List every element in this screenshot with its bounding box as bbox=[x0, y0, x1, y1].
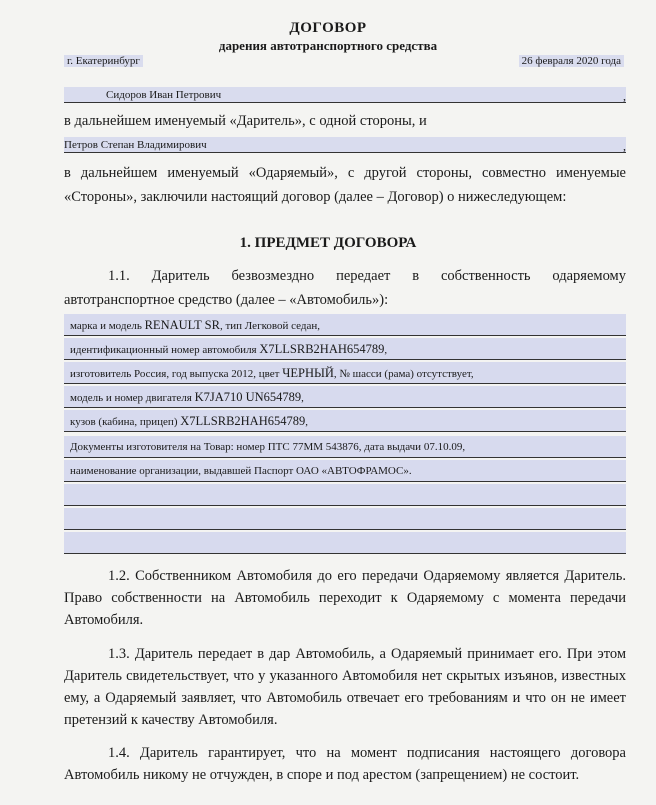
donee-name-field[interactable]: Петров Степан Владимирович bbox=[64, 137, 626, 153]
field-value: ЧЕРНЫЙ bbox=[282, 366, 334, 380]
field-value: X7LLSRB2HAH654789 bbox=[180, 414, 306, 428]
field-label: модель и номер двигателя bbox=[70, 392, 192, 404]
issuer-field[interactable] bbox=[64, 460, 626, 482]
document-title: ДОГОВОР bbox=[289, 20, 367, 36]
blank-field-3[interactable] bbox=[64, 532, 626, 554]
field-rest: , bbox=[384, 344, 388, 356]
field-label: марка и модель bbox=[70, 320, 142, 332]
section-1-heading: 1. ПРЕДМЕТ ДОГОВОРА bbox=[239, 235, 417, 251]
p11-line1: 1.1. Даритель безвозмездно передает в собственность одаряемому bbox=[108, 268, 626, 284]
p11-line2: автотранспортное средство (далее – «Автомобиль»): bbox=[64, 292, 389, 308]
donor-text: в дальнейшем именуемый «Даритель», с одной стороны, и bbox=[64, 113, 427, 129]
paragraph-1-2: 1.2. Собственником Автомобиля до его передачи Одаряемому является Даритель. Право собственности на Автомобиль переходит к Одаряемому с момента передачи Автомобиля. bbox=[64, 568, 626, 628]
field-rest: , тип Легковой седан, bbox=[219, 320, 320, 332]
field-label: наименование организации, выдавшей Паспорт ОАО «АВТОФРАМОС». bbox=[70, 465, 412, 477]
blank-field-1[interactable] bbox=[64, 484, 626, 506]
contract-date bbox=[519, 55, 624, 67]
donee-text-1: в дальнейшем именуемый «Одаряемый», с другой стороны, совместно именуемые bbox=[64, 165, 626, 181]
city-value[interactable]: г. Екатеринбург bbox=[64, 55, 143, 67]
field-value: K7JA710 UN654789 bbox=[194, 390, 302, 404]
engine-field[interactable] bbox=[64, 386, 626, 408]
document-subtitle: дарения автотранспортного средства bbox=[218, 38, 438, 53]
field-rest: , № шасси (рама) отсутствует, bbox=[333, 368, 474, 380]
comma: , bbox=[623, 89, 626, 103]
field-value: X7LLSRB2HAH654789 bbox=[259, 342, 385, 356]
city bbox=[64, 55, 143, 67]
manufacturer-field[interactable] bbox=[64, 362, 626, 384]
paragraph-1-3: 1.3. Даритель передает в дар Автомобиль, а Одаряемый принимает его. При этом Даритель свидетельствует, что у указанного Автомобиля нет скрытых изъянов, известных ему, а Одаряемый заявляет, что Автомобиль отвечает его требованиям и что он не имеет претензий к качеству Автомобиля. bbox=[64, 646, 626, 728]
field-value: RENAULT SR bbox=[144, 318, 220, 332]
comma: , bbox=[623, 139, 626, 153]
vehicle-make-field[interactable] bbox=[64, 314, 626, 336]
donee-text-2: «Стороны», заключили настоящий договор (далее – Договор) о нижеследующем: bbox=[64, 189, 567, 205]
documents-field[interactable] bbox=[64, 436, 626, 458]
blank-field-2[interactable] bbox=[64, 508, 626, 530]
date-value[interactable]: 26 февраля 2020 года bbox=[519, 55, 624, 67]
field-label: Документы изготовителя на Товар: номер ПТС 77ММ 543876, дата выдачи 07.10.09, bbox=[70, 441, 466, 453]
field-rest: , bbox=[301, 392, 304, 404]
paragraph-1-4: 1.4. Даритель гарантирует, что на момент подписания настоящего договора Автомобиль никому не отчужден, в споре и под арестом (запрещением) не состоит. bbox=[64, 745, 626, 783]
field-label: изготовитель Россия, год выпуска 2012, цвет bbox=[70, 368, 280, 380]
field-rest: , bbox=[305, 416, 308, 428]
field-label: идентификационный номер автомобиля bbox=[70, 344, 257, 356]
field-label: кузов (кабина, прицеп) bbox=[70, 416, 178, 428]
donor-name-field[interactable]: Сидоров Иван Петрович bbox=[64, 87, 626, 103]
body-field[interactable] bbox=[64, 410, 626, 432]
vin-field[interactable] bbox=[64, 338, 626, 360]
